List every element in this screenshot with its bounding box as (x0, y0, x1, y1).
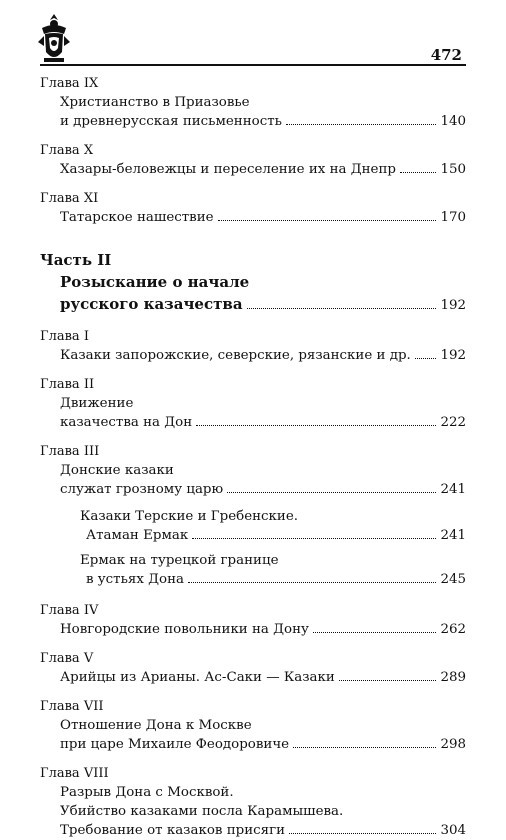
part-title-line: Розыскание о начале (60, 273, 250, 291)
part-label: Часть II (40, 251, 112, 269)
entry-title-text: при царе Михаиле Феодоровиче (60, 737, 290, 752)
entry-page-number: 245 (440, 572, 466, 587)
dot-leader (400, 172, 436, 173)
cossack-emblem-icon (36, 12, 72, 64)
dot-leader (196, 425, 436, 426)
entry-title-line (40, 480, 466, 499)
entry-title-text: Казаки запорожские, северские, рязанские и др. (60, 348, 411, 363)
chapter-label: Глава V (40, 651, 94, 666)
entry-page-number: 241 (440, 482, 466, 497)
entry-page-number: 192 (440, 348, 466, 363)
subentry-title-text: в устьях Дона (86, 572, 184, 587)
entry-title-text: служат грозному царю (60, 482, 224, 497)
chapter-label: Глава II (40, 377, 95, 392)
dot-leader (227, 492, 436, 493)
part-title-text: русского казачества (60, 295, 243, 313)
toc-entry-p2ch8 (40, 764, 466, 840)
dot-leader (247, 308, 437, 309)
entry-title-line: Движение (60, 396, 134, 411)
chapter-label: Глава I (40, 329, 89, 344)
entry-title-line: Убийство казаками посла Карамышева. (60, 804, 344, 819)
dot-leader (293, 747, 436, 748)
dot-leader (289, 833, 436, 834)
entry-title-text: Арийцы из Арианы. Ас-Саки — Казаки (60, 670, 335, 685)
page-header (0, 0, 506, 72)
entry-page-number: 150 (440, 162, 466, 177)
table-of-contents (40, 74, 466, 840)
chapter-label: Глава VII (40, 699, 104, 714)
subentry-title-line (40, 570, 466, 589)
toc-entry-ch10 (40, 141, 466, 179)
toc-entry-ch9 (40, 74, 466, 131)
entry-title-line (40, 821, 466, 840)
entry-title-text: Требование от казаков присяги (60, 823, 286, 838)
toc-entry-p2ch5 (40, 649, 466, 687)
entry-title-text: и древнерусская письменность (60, 114, 282, 129)
dot-leader (313, 632, 437, 633)
entry-page-number: 140 (440, 114, 466, 129)
entry-title-line: Разрыв Дона с Москвой. (60, 785, 234, 800)
entry-title-line (40, 160, 466, 179)
entry-title-text: Хазары-беловежцы и переселение их на Днепр (60, 162, 396, 177)
subentry-title-line: Ермак на турецкой границе (80, 553, 279, 568)
chapter-label: Глава IV (40, 603, 99, 618)
entry-title-line: Отношение Дона к Москве (60, 718, 252, 733)
part-title-line (40, 293, 466, 317)
toc-part-2 (40, 249, 466, 317)
toc-entry-p2ch7 (40, 697, 466, 754)
dot-leader (218, 220, 437, 221)
entry-title-line (40, 413, 466, 432)
entry-page-number: 241 (440, 528, 466, 543)
chapter-label: Глава IX (40, 76, 99, 91)
toc-entry-p2ch4 (40, 601, 466, 639)
dot-leader (188, 582, 436, 583)
toc-entry-p2ch1 (40, 327, 466, 365)
chapter-label: Глава III (40, 444, 100, 459)
entry-title-text: казачества на Дон (60, 415, 193, 430)
entry-page-number: 262 (440, 622, 466, 637)
entry-title-line (40, 668, 466, 687)
entry-title-line (40, 620, 466, 639)
entry-title-line: Христианство в Приазовье (60, 95, 250, 110)
toc-entry-p2ch3 (40, 442, 466, 589)
chapter-label: Глава VIII (40, 766, 109, 781)
entry-title-text: Новгородские повольники на Дону (60, 622, 309, 637)
dot-leader (192, 538, 436, 539)
entry-title-text: Татарское нашествие (60, 210, 214, 225)
dot-leader (339, 680, 437, 681)
chapter-label: Глава X (40, 143, 94, 158)
dot-leader (286, 124, 437, 125)
entry-page-number: 192 (440, 298, 466, 313)
toc-entry-p2ch2 (40, 375, 466, 432)
dot-leader (415, 358, 437, 359)
entry-title-line: Донские казаки (60, 463, 174, 478)
entry-page-number: 298 (440, 737, 466, 752)
chapter-label: Глава XI (40, 191, 99, 206)
entry-page-number: 222 (440, 415, 466, 430)
subentry-title-line: Казаки Терские и Гребенские. (80, 509, 299, 524)
page-number: 472 (430, 46, 462, 64)
entry-title-line (40, 735, 466, 754)
entry-title-line (40, 346, 466, 365)
toc-entry-ch11 (40, 189, 466, 227)
header-rule (40, 64, 466, 66)
subentry-title-text: Атаман Ермак (86, 528, 189, 543)
entry-page-number: 289 (440, 670, 466, 685)
entry-title-line (40, 112, 466, 131)
entry-page-number: 304 (440, 823, 466, 838)
entry-title-line (40, 208, 466, 227)
entry-page-number: 170 (440, 210, 466, 225)
subentry-title-line (40, 526, 466, 545)
